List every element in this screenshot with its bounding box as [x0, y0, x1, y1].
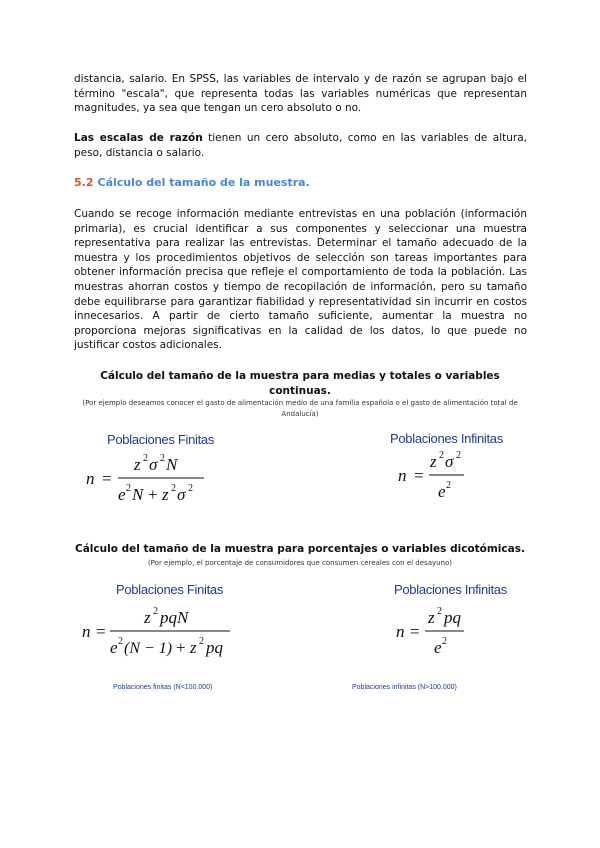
svg-text:e: e	[434, 638, 442, 657]
svg-text:2: 2	[126, 483, 131, 494]
formula-infinite-dichotomous	[392, 603, 472, 663]
svg-text:n: n	[396, 622, 405, 641]
svg-text:N: N	[132, 485, 144, 504]
svg-text:σ: σ	[149, 455, 158, 474]
block2-finite-label: Poblaciones Finitas	[116, 582, 224, 597]
formula-n: n	[86, 469, 95, 488]
block1-finite-label: Poblaciones Finitas	[107, 432, 215, 447]
paragraph-ratio-scales	[74, 131, 527, 160]
svg-text:2: 2	[442, 636, 447, 647]
section-title: Cálculo del tamaño de la muestra.	[97, 176, 310, 189]
svg-text:σ: σ	[445, 452, 454, 471]
svg-text:e: e	[110, 638, 118, 657]
svg-text:=: =	[410, 622, 420, 641]
svg-text:2: 2	[437, 606, 442, 617]
svg-text:+: +	[176, 638, 186, 657]
svg-text:2: 2	[456, 450, 461, 461]
svg-text:z: z	[430, 452, 437, 471]
formula-finite-continuous	[80, 450, 220, 510]
svg-text:z: z	[428, 608, 435, 627]
block1-title: Cálculo del tamaño de la muestra para medias y totales o variables continuas.	[100, 370, 500, 397]
svg-text:=: =	[414, 466, 424, 485]
paragraph-sample-intro: Cuando se recoge información mediante entrevistas en una población (información primaria), es crucial identificar a sus componentes y seleccionar una muestra representativa para realizar las entrevistas. Determinar el tamaño adecuado de la muestra y los procedimientos objetivos de selección son tareas importantes para obtener información precisa que refleje el comportamiento de toda la población. Las muestras ahorran costos y tiempo de recopilación de información, pero su tamaño debe equilibrarse para garantizar fiabilidad y representatividad sin incurrir en costos innecesarios. A partir de cierto tamaño suficiente, aumentar la muestra no proporciona mejoras significativas en la calidad de los datos, lo que puede no justificar costos adicionales.	[74, 208, 527, 352]
svg-text:z: z	[134, 455, 141, 474]
svg-text:(N − 1): (N − 1)	[124, 640, 173, 657]
svg-text:=: =	[96, 622, 106, 641]
svg-text:2: 2	[153, 606, 158, 617]
svg-text:z: z	[162, 485, 169, 504]
svg-text:e: e	[118, 485, 126, 504]
footnote-finite: Poblaciones finitas (N<100.000)	[113, 684, 213, 691]
formula-infinite-continuous	[394, 447, 474, 507]
svg-text:N: N	[166, 455, 178, 474]
svg-text:2: 2	[439, 450, 444, 461]
svg-text:e: e	[438, 482, 446, 501]
block1-note: (Por ejemplo deseamos conocer el gasto de alimentación medio de una familia española o el gasto de alimentación total de Andalucía)	[82, 399, 518, 418]
svg-text:pq: pq	[444, 608, 461, 627]
block2-note: (Por ejemplo, el porcentaje de consumidores que consumen cereales con el desayuno)	[147, 559, 453, 567]
svg-text:n: n	[82, 622, 91, 641]
svg-text:z: z	[190, 638, 197, 657]
svg-text:pq: pq	[206, 638, 223, 657]
svg-text:2: 2	[143, 453, 148, 464]
paragraph-scale-variables: distancia, salario. En SPSS, las variables de intervalo y de razón se agrupan bajo el término "escala", que representa todas las variables numéricas que representan magnitudes, ya sea que tengan un cero absoluto o no.	[74, 73, 527, 115]
block1-infinite-label: Poblaciones Infinitas	[390, 431, 503, 446]
svg-text:2: 2	[118, 636, 123, 647]
svg-text:σ: σ	[177, 485, 186, 504]
svg-text:z: z	[144, 608, 151, 627]
svg-text:2: 2	[171, 483, 176, 494]
section-heading	[74, 176, 310, 189]
section-number: 5.2	[74, 176, 94, 189]
svg-text:2: 2	[446, 480, 451, 491]
block2-infinite-label: Poblaciones Infinitas	[394, 582, 507, 597]
formula-finite-dichotomous	[78, 603, 238, 663]
footnote-infinite: Poblaciones infinitas (N>100.000)	[352, 684, 457, 691]
svg-text:2: 2	[160, 453, 165, 464]
svg-text:+: +	[148, 485, 158, 504]
block2-title: Cálculo del tamaño de la muestra para porcentajes o variables dicotómicas.	[75, 543, 525, 555]
svg-text:n: n	[398, 466, 407, 485]
svg-text:2: 2	[188, 483, 193, 494]
ratio-scales-bold: Las escalas de razón	[74, 132, 203, 144]
ratio-scales-text: tienen un cero absoluto, como en las variables de altura, peso, distancia o salario.	[74, 132, 528, 159]
svg-text:2: 2	[199, 636, 204, 647]
svg-text:pqN: pqN	[160, 608, 189, 627]
formula-eq: =	[102, 469, 112, 488]
